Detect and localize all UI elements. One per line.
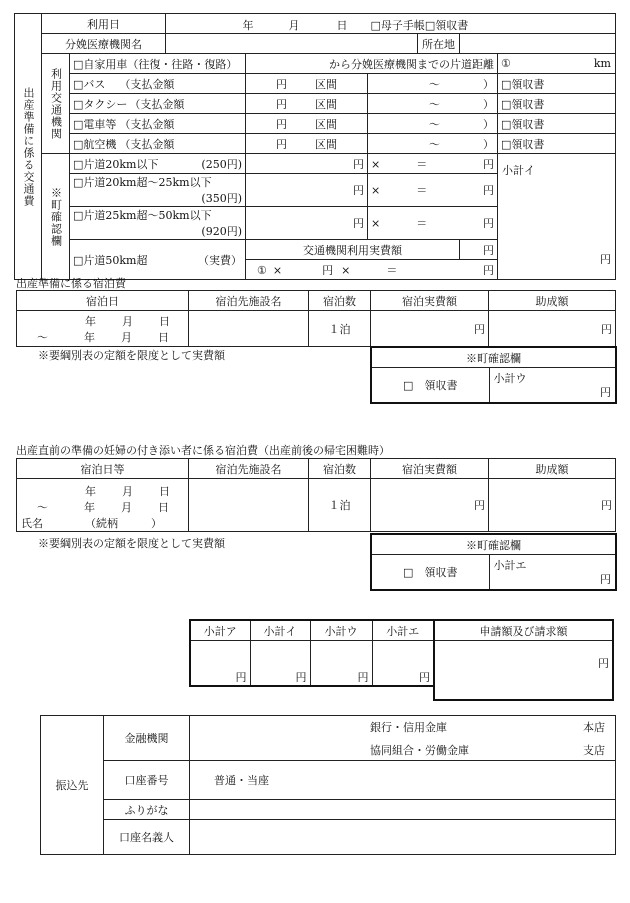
month-label: 月: [122, 485, 133, 498]
request-amount[interactable]: 円: [434, 641, 613, 701]
bank-label: 金融機関: [104, 716, 190, 761]
lodging2-note: ※要綱別表の定額を限度として実費額: [38, 537, 225, 550]
actual-cost-yen[interactable]: 円: [460, 240, 498, 260]
calc-eq: ＝: [416, 184, 428, 197]
lodging1-confirm-box: [370, 346, 617, 404]
lodging1-subsidy[interactable]: 円: [489, 311, 616, 347]
row-yen-section: [246, 134, 368, 154]
calc-name[interactable]: [70, 174, 246, 207]
row-yen: 円: [276, 77, 287, 91]
taxi-checkbox[interactable]: [70, 94, 246, 114]
lodging1-header-facility: 宿泊先施設名: [189, 291, 309, 311]
year-label: 年: [84, 501, 95, 514]
day-label: 日: [159, 485, 170, 498]
furigana-label: ふりがな: [104, 800, 190, 820]
account-no-label: 口座番号: [104, 761, 190, 800]
transport-side-label: 出産準備に係る交通費: [15, 14, 42, 280]
row-close: ）: [483, 137, 494, 151]
summary-a-value[interactable]: 円: [190, 641, 250, 687]
row-range[interactable]: [368, 94, 498, 114]
row-name: □バス: [73, 77, 106, 91]
distance-no: ①: [501, 57, 511, 70]
calc-rate: (350円): [201, 192, 242, 205]
lodging2-title: 出産直前の準備の妊婦の付き添い者に係る宿泊費（出産前後の帰宅困難時）: [16, 444, 390, 457]
calc-expr[interactable]: [368, 207, 498, 240]
calc-expr[interactable]: [368, 174, 498, 207]
summary-header-u: 小計ウ: [310, 620, 372, 641]
calc-rate: (250円): [201, 157, 242, 171]
last-times-2: ×: [341, 263, 351, 277]
row-close: ）: [483, 97, 494, 111]
calc-yen[interactable]: 円: [246, 207, 368, 240]
account-no-field[interactable]: [190, 761, 616, 800]
lodging1-facility-input[interactable]: [189, 311, 309, 347]
row-name: □電車等: [73, 117, 117, 131]
bank-branch2: 支店: [583, 744, 605, 757]
request-label: 申請額及び請求額: [434, 620, 613, 641]
row-yen: 円: [276, 137, 287, 151]
calc-times: ×: [371, 217, 381, 230]
lodging1-cost[interactable]: 円: [371, 311, 489, 347]
summary-e-value[interactable]: 円: [372, 641, 434, 687]
calc-yen[interactable]: 円: [246, 174, 368, 207]
calc-yen[interactable]: 円: [246, 154, 368, 174]
subtotal-u-yen: 円: [600, 386, 611, 399]
row-receipt[interactable]: □領収書: [498, 114, 616, 134]
row-yen-section: [246, 94, 368, 114]
means-label: 利用交通機関: [42, 54, 70, 154]
furigana-input[interactable]: [190, 800, 616, 820]
calc-name[interactable]: [70, 154, 246, 174]
transport-row: [15, 74, 616, 94]
bank-line1: 銀行・信用金庫: [370, 721, 447, 734]
month-label: 月: [122, 315, 133, 328]
name-label: 氏名: [21, 517, 43, 530]
lodging2-header-nights: 宿泊数: [309, 459, 371, 479]
calc-row: [15, 154, 616, 174]
request-box: [433, 619, 614, 701]
train-checkbox[interactable]: [70, 114, 246, 134]
last-no: ①: [257, 263, 267, 277]
year-label: 年: [85, 315, 96, 328]
row-section: 区間: [315, 97, 337, 111]
row-section: 区間: [315, 77, 337, 91]
row-tilde: 〜: [429, 117, 440, 131]
lodging2-header-subsidy: 助成額: [489, 459, 616, 479]
lodging2-cost[interactable]: 円: [371, 479, 489, 532]
row-paid: （支払金額: [119, 137, 175, 151]
bank-branch1: 本店: [583, 721, 605, 734]
row-receipt[interactable]: □領収書: [498, 134, 616, 154]
calc-name-text: □片道25km超〜50km以下: [73, 209, 212, 222]
day-label: 日: [159, 315, 170, 328]
lodging2-confirm-title: ※町確認欄: [371, 534, 616, 555]
confirm-label: ※町確認欄: [42, 154, 70, 280]
lodging2-receipt-checkbox[interactable]: □ 領収書: [371, 555, 489, 591]
lodging2-facility-input[interactable]: [189, 479, 309, 532]
facility-name-label: 分娩医療機関名: [42, 34, 166, 54]
distance-label: から分娩医療機関までの片道距離: [246, 54, 498, 74]
row-yen: 円: [276, 117, 287, 131]
bus-checkbox[interactable]: [70, 74, 246, 94]
lodging1-header-date: 宿泊日: [17, 291, 189, 311]
lodging1-table: [16, 290, 616, 347]
calc-eq: ＝: [416, 157, 428, 171]
subtotal-e-cell[interactable]: [489, 555, 616, 591]
calc-name-text: □片道20km以下: [73, 157, 159, 171]
row-receipt[interactable]: □領収書: [498, 74, 616, 94]
lodging1-header-nights: 宿泊数: [309, 291, 371, 311]
last-yen: 円: [322, 263, 334, 277]
last-calc-expr[interactable]: [246, 260, 498, 280]
row-paid: （支払金額: [129, 97, 185, 111]
row-name: □航空機: [73, 137, 117, 151]
day-label: 日: [158, 501, 169, 514]
row-section: 区間: [315, 117, 337, 131]
summary-header-i: 小計イ: [250, 620, 310, 641]
last-yen2: 円: [483, 263, 494, 277]
distance-field[interactable]: [498, 54, 616, 74]
use-date-label: 利用日: [42, 14, 166, 34]
holder-label: 口座名義人: [104, 820, 190, 855]
row-paid: （支払金額: [119, 77, 175, 91]
lodging2-subsidy[interactable]: 円: [489, 479, 616, 532]
subtotal-u-label: 小計ウ: [493, 372, 527, 385]
lodging2-date-field[interactable]: [17, 479, 189, 532]
plane-checkbox[interactable]: [70, 134, 246, 154]
row-paid: （支払金額: [119, 117, 175, 131]
lodging2-nights[interactable]: １泊: [309, 479, 371, 532]
subtotal-i-label: 小計イ: [502, 164, 535, 177]
lodging2-header-facility: 宿泊先施設名: [189, 459, 309, 479]
transport-row: [15, 134, 616, 154]
calc-eq: ＝: [416, 217, 428, 230]
row-close: ）: [483, 117, 494, 131]
month-label: 月: [121, 331, 132, 344]
summary-i-value[interactable]: 円: [250, 641, 310, 687]
lodging1-note: ※要綱別表の定額を限度として実費額: [38, 349, 225, 362]
lodging1-nights[interactable]: １泊: [309, 311, 371, 347]
calc-name-text: □片道20km超〜25km以下: [73, 176, 212, 189]
lodging2-confirm-box: [370, 533, 617, 591]
year-label: 年: [84, 331, 95, 344]
subtotal-u-cell[interactable]: [489, 368, 616, 404]
calc-yen2: 円: [483, 184, 494, 197]
subtotal-e-label: 小計エ: [493, 559, 527, 572]
over50-name-text: □片道50km超: [73, 253, 148, 267]
row-yen-section: [246, 114, 368, 134]
last-eq: ＝: [386, 263, 398, 277]
day-label: 日: [158, 331, 169, 344]
row-name: □タクシー: [73, 97, 128, 111]
over50-name[interactable]: [70, 240, 246, 280]
row-tilde: 〜: [429, 97, 440, 111]
calc-times: ×: [371, 184, 381, 197]
lodging1-confirm-title: ※町確認欄: [371, 347, 616, 368]
calc-times: ×: [371, 157, 381, 171]
account-type[interactable]: 普通・当座: [214, 774, 269, 787]
doc-checkboxes[interactable]: □母子手帳□領収書: [370, 18, 469, 32]
bank-line2: 協同組合・労働金庫: [370, 744, 469, 757]
actual-cost-label: 交通機関利用実費額: [246, 240, 460, 260]
lodging2-header-cost: 宿泊実費額: [371, 459, 489, 479]
transfer-label: 振込先: [41, 716, 104, 855]
lodging1-title: 出産準備に係る宿泊費: [16, 277, 126, 290]
relation-label: （続柄 ）: [85, 517, 162, 530]
transfer-table: [40, 715, 616, 855]
lodging2-table: [16, 458, 616, 532]
calc-name[interactable]: [70, 207, 246, 240]
tilde-label: 〜: [37, 501, 48, 514]
calc-rate: (920円): [201, 225, 242, 238]
distance-unit: km: [593, 57, 611, 70]
row-range[interactable]: [368, 134, 498, 154]
bank-field[interactable]: [190, 716, 616, 761]
row-tilde: 〜: [429, 77, 440, 91]
row-receipt[interactable]: □領収書: [498, 94, 616, 114]
calc-expr[interactable]: [368, 154, 498, 174]
row-range[interactable]: [368, 114, 498, 134]
lodging1-date-field[interactable]: [17, 311, 189, 347]
last-times: ×: [272, 263, 283, 277]
year-label: 年: [85, 485, 96, 498]
summary-header-e: 小計エ: [372, 620, 434, 641]
tilde-label: 〜: [37, 331, 48, 344]
address-label: 所在地: [418, 34, 460, 54]
summary-header-a: 小計ア: [190, 620, 250, 641]
subtotal-e-yen: 円: [600, 573, 611, 586]
row-yen: 円: [276, 97, 287, 111]
summary-table: [189, 619, 435, 687]
transport-row: [15, 114, 616, 134]
day-label: 日: [336, 18, 348, 32]
row-yen-section: [246, 74, 368, 94]
address-input[interactable]: [460, 34, 616, 54]
subtotal-i-cell[interactable]: [498, 154, 616, 280]
over50-rate: （実費）: [198, 253, 242, 267]
row-tilde: 〜: [429, 137, 440, 151]
month-label: 月: [288, 18, 300, 32]
summary-u-value[interactable]: 円: [310, 641, 372, 687]
month-label: 月: [121, 501, 132, 514]
lodging2-header-date: 宿泊日等: [17, 459, 189, 479]
row-close: ）: [483, 77, 494, 91]
holder-input[interactable]: [190, 820, 616, 855]
lodging1-header-cost: 宿泊実費額: [371, 291, 489, 311]
subtotal-i-yen: 円: [600, 253, 611, 266]
year-label: 年: [242, 18, 254, 32]
transport-row: [15, 94, 616, 114]
transport-table: [14, 13, 616, 280]
calc-yen2: 円: [483, 157, 494, 171]
row-range[interactable]: [368, 74, 498, 94]
lodging1-header-subsidy: 助成額: [489, 291, 616, 311]
facility-name-input[interactable]: [166, 34, 418, 54]
row-section: 区間: [315, 137, 337, 151]
own-car-checkbox[interactable]: □自家用車（往復・往路・復路）: [70, 54, 246, 74]
lodging1-receipt-checkbox[interactable]: □ 領収書: [371, 368, 489, 404]
use-date-field[interactable]: [166, 14, 616, 34]
calc-yen2: 円: [483, 217, 494, 230]
